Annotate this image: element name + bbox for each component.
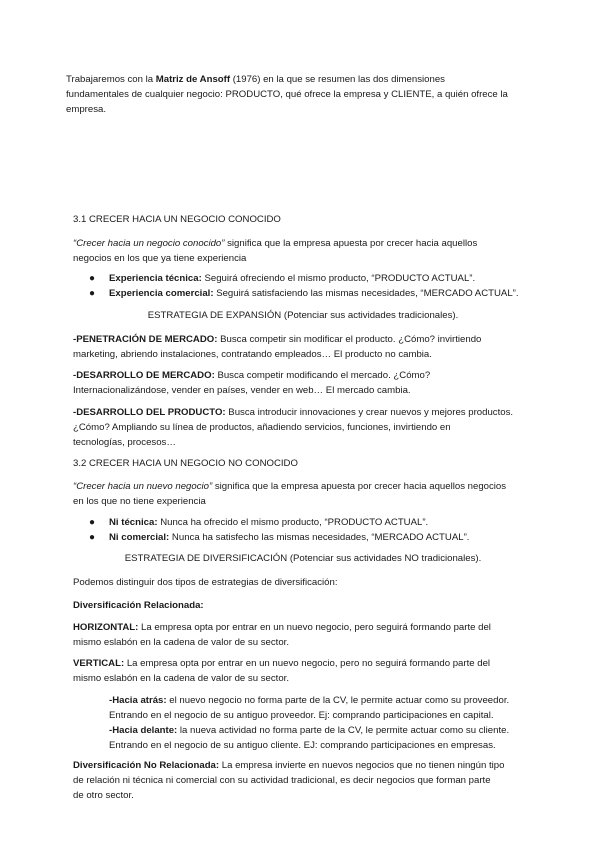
item-line: mismo eslabón en la cadena de valor de su sector. [73, 673, 289, 684]
paragraph [73, 368, 543, 398]
item-text: la nueva actividad no forma parte de la CV, le permite actuar como su cliente. [177, 725, 510, 736]
item-bold: Diversificación No Relacionada: [73, 760, 220, 771]
intro-line: fundamentales de cualquier negocio: PRODUCTO, qué ofrece la empresa y CLIENTE, a quién ofrece la [66, 89, 508, 100]
item-bold: HORIZONTAL: [73, 622, 139, 633]
paragraph [73, 758, 543, 803]
paragraph [73, 332, 543, 362]
paragraph [73, 620, 543, 650]
section-heading: 3.1 CRECER HACIA UN NEGOCIO CONOCIDO [73, 214, 281, 225]
paragraph: Podemos distinguir dos tipos de estrategias de diversificación: [73, 577, 338, 588]
item-line: Entrando en el negocio de su antiguo cliente. EJ: comprando participaciones en empresas. [109, 740, 496, 751]
paragraph [73, 405, 543, 450]
lead-text: significa que la empresa apuesta por crecer hacia aquellos negocios [212, 481, 507, 492]
strategy-title: ESTRATEGIA DE EXPANSIÓN (Potenciar sus actividades tradicionales). [147, 310, 459, 321]
item-bold: -DESARROLLO DE MERCADO: [73, 370, 215, 381]
item-bold: -PENETRACIÓN DE MERCADO: [73, 334, 218, 345]
item-text: La empresa opta por entrar en un nuevo negocio, pero no seguirá formando parte del [124, 658, 491, 669]
lead-italic: “Crecer hacia un nuevo negocio” [73, 481, 213, 492]
list-item [89, 286, 549, 301]
strategy-title: ESTRATEGIA DE DIVERSIFICACIÓN (Potenciar sus actividades NO tradicionales). [124, 553, 482, 564]
bullet-icon: ● [89, 532, 96, 543]
list-item [89, 515, 549, 530]
indented-paragraph [109, 693, 549, 753]
item-bold: VERTICAL: [73, 658, 125, 669]
item-text: La empresa invierte en nuevos negocios que no tienen ningún tipo [219, 760, 505, 771]
lead-italic: “Crecer hacia un negocio conocido” [73, 238, 225, 249]
bullet-icon: ● [89, 288, 96, 299]
lead-text: significa que la empresa apuesta por crecer hacia aquellos [224, 238, 478, 249]
item-text: Busca competir sin modificar el producto. ¿Cómo? invirtiendo [217, 334, 482, 345]
lead-line: en los que no tiene experiencia [73, 496, 206, 507]
intro-text: (1976) en la que se resumen las dos dimensiones [230, 74, 445, 85]
intro-text: Trabajaremos con la [66, 74, 156, 85]
bullet-bold: Experiencia comercial: [109, 288, 214, 299]
bullet-list [89, 515, 549, 545]
item-text: La empresa opta por entrar en un nuevo negocio, pero seguirá formando parte del [138, 622, 491, 633]
section-lead [73, 236, 543, 266]
item-text: Busca introducir innovaciones y crear nuevos y mejores productos. [225, 407, 514, 418]
item-line: de relación ni técnica ni comercial con su actividad tradicional, es decir negocios que forman parte [73, 775, 491, 786]
bullet-text: Seguirá satisfaciendo las mismas necesidades, “MERCADO ACTUAL”. [213, 288, 519, 299]
item-line: marketing, abriendo instalaciones, contratando empleados… El producto no cambia. [73, 349, 432, 360]
item-bold: -DESARROLLO DEL PRODUCTO: [73, 407, 226, 418]
bullet-icon: ● [89, 517, 96, 528]
bullet-text: Nunca ha satisfecho las mismas necesidades, “MERCADO ACTUAL”. [169, 532, 470, 543]
subheading [73, 598, 543, 613]
item-line: Entrando en el negocio de su antiguo proveedor. Ej: comprando participaciones en capital. [109, 710, 494, 721]
item-line: mismo eslabón en la cadena de valor de su sector. [73, 637, 289, 648]
intro-line: empresa. [66, 104, 106, 115]
list-item [89, 271, 549, 286]
section-heading: 3.2 CRECER HACIA UN NEGOCIO NO CONOCIDO [73, 458, 298, 469]
bullet-icon: ● [89, 273, 96, 284]
paragraph [73, 656, 543, 686]
bullet-text: Nunca ha ofrecido el mismo producto, “PRODUCTO ACTUAL”. [157, 517, 429, 528]
item-line: de otro sector. [73, 790, 134, 801]
intro-paragraph [66, 72, 536, 117]
item-bold: -Hacia delante: [109, 725, 178, 736]
list-item [89, 530, 549, 545]
item-line: tecnologías, procesos… [73, 437, 176, 448]
section-lead [73, 479, 543, 509]
item-text: el nuevo negocio no forma parte de la CV, le permite actuar como su proveedor. [166, 695, 510, 706]
item-line: ¿Cómo? Ampliando su línea de productos, añadiendo servicios, funciones, invirtiendo en [73, 422, 451, 433]
bullet-bold: Ni técnica: [109, 517, 158, 528]
bullet-bold: Experiencia técnica: [109, 273, 202, 284]
bullet-list [89, 271, 549, 301]
intro-bold: Matriz de Ansoff [155, 74, 231, 85]
item-bold: -Hacia atrás: [109, 695, 167, 706]
item-text: Busca competir modificando el mercado. ¿Cómo? [214, 370, 431, 381]
bullet-bold: Ni comercial: [109, 532, 170, 543]
bullet-text: Seguirá ofreciendo el mismo producto, “PRODUCTO ACTUAL”. [201, 273, 476, 284]
item-line: Internacionalizándose, vender en países, vender en web… El mercado cambia. [73, 385, 411, 396]
subheading-bold: Diversificación Relacionada: [73, 600, 204, 611]
lead-line: negocios en los que ya tiene experiencia [73, 253, 247, 264]
